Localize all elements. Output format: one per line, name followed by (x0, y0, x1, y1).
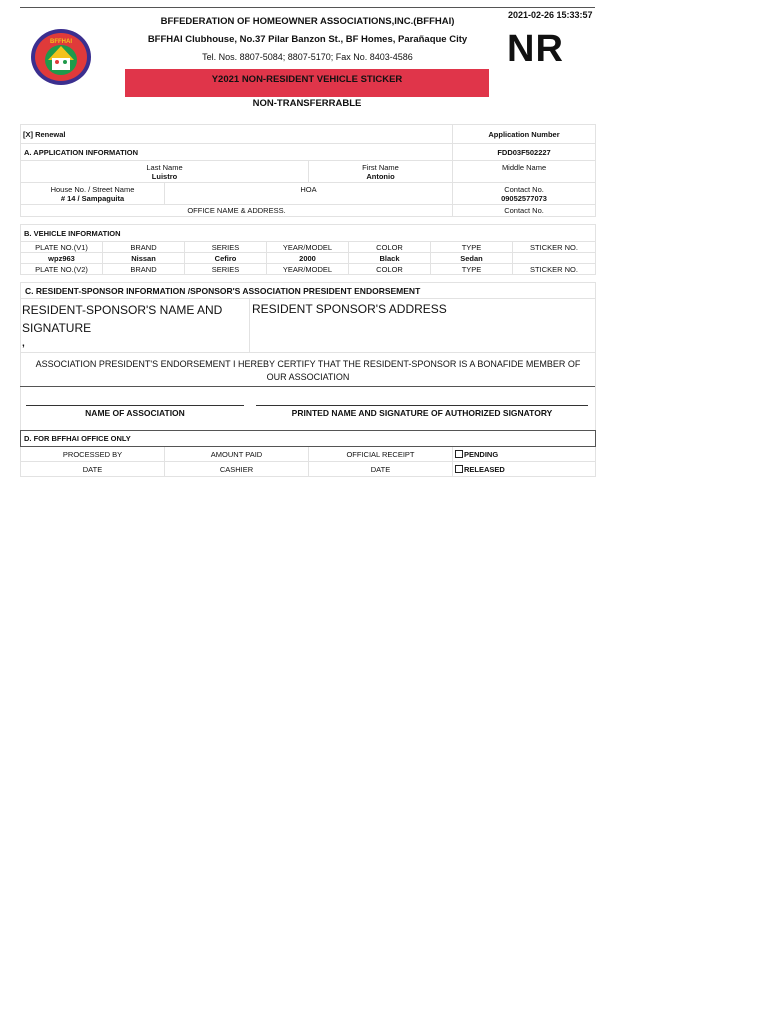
processed-by-label: PROCESSED BY (21, 447, 165, 462)
year-v1-value: 2000 (267, 253, 349, 264)
first-name-cell (309, 161, 453, 183)
house-label: House No. / Street Name (50, 184, 135, 194)
brand-v1-header: BRAND (103, 242, 185, 253)
application-number-label: Application Number (453, 125, 596, 144)
pending-label: PENDING (464, 449, 499, 459)
middle-name-label: Middle Name (501, 162, 547, 172)
office-use-table (20, 430, 596, 477)
sponsor-name-value: , (22, 338, 25, 349)
house-cell (21, 183, 165, 205)
office-contact-label: Contact No. (453, 205, 596, 217)
released-cell (453, 462, 596, 477)
section-c-title: C. RESIDENT-SPONSOR INFORMATION /SPONSOR'S ASSOCIATION PRESIDENT ENDORSEMENT (25, 286, 421, 296)
type-v2-header: TYPE (431, 264, 513, 275)
color-v1-header: COLOR (349, 242, 431, 253)
endorsement-text: ASSOCIATION PRESIDENT'S ENDORSEMENT I HEREBY CERTIFY THAT THE RESIDENT-SPONSOR IS A BONAFIDE MEMBER OF OUR ASSOCIATION (35, 359, 581, 382)
category-code: NR (507, 28, 564, 70)
plate-v1-value: wpz963 (21, 253, 103, 264)
organization-name: BFFEDERATION OF HOMEOWNER ASSOCIATIONS,INC.(BFFHAI) (160, 16, 455, 27)
sponsor-divider (249, 298, 250, 352)
brand-v2-header: BRAND (103, 264, 185, 275)
plate-v2-header: PLATE NO.(V2) (21, 264, 103, 275)
first-name-value: Antonio (366, 171, 395, 181)
color-v2-header: COLOR (349, 264, 431, 275)
plate-v1-header: PLATE NO.(V1) (21, 242, 103, 253)
renewal-flag: [X] Renewal (21, 125, 453, 144)
official-receipt-label: OFFICIAL RECEIPT (309, 447, 453, 462)
year-v1-header: YEAR/MODEL (267, 242, 349, 253)
sticker-v2-header: STICKER NO. (513, 264, 596, 275)
pending-cell (453, 447, 596, 462)
last-name-label: Last Name (146, 162, 183, 172)
sticker-v1-header: STICKER NO. (513, 242, 596, 253)
released-label: RELEASED (464, 464, 505, 474)
hoa-cell (165, 183, 453, 205)
assoc-signature-line (26, 405, 244, 406)
receipt-date-label: DATE (309, 462, 453, 477)
year-v2-header: YEAR/MODEL (267, 264, 349, 275)
pending-checkbox[interactable] (455, 450, 463, 458)
contact-cell (453, 183, 596, 205)
non-transferable-note: NON-TRANSFERRABLE (252, 98, 362, 109)
date-label: DATE (21, 462, 165, 477)
last-name-cell (21, 161, 309, 183)
bffhai-logo (30, 28, 92, 86)
vehicle-info-table (20, 224, 596, 275)
last-name-value: Luistro (151, 171, 178, 181)
sponsor-name-label: RESIDENT-SPONSOR'S NAME AND SIGNATURE (22, 303, 223, 335)
endorsement-rule (20, 386, 595, 387)
section-d-title: D. FOR BFFHAI OFFICE ONLY (21, 431, 596, 447)
contact-value: 09052577073 (501, 193, 547, 203)
table-row (21, 253, 596, 264)
organization-address: BFFHAI Clubhouse, No.37 Pilar Banzon St., BF Homes, Parañaque City (147, 34, 468, 45)
series-v2-header: SERIES (185, 264, 267, 275)
table-row (21, 242, 596, 253)
sticker-v1-value (513, 253, 596, 264)
type-v1-value: Sedan (431, 253, 513, 264)
signatory-signature-line (256, 405, 588, 406)
application-info-table (20, 124, 596, 217)
first-name-label: First Name (362, 162, 399, 172)
application-number: FDD03F502227 (453, 144, 596, 161)
table-row (21, 264, 596, 275)
sponsor-row-rule (20, 352, 595, 353)
office-label: OFFICE NAME & ADDRESS. (21, 205, 453, 217)
svg-text:BFFHAI: BFFHAI (50, 39, 72, 45)
section-a-title: A. APPLICATION INFORMATION (21, 144, 453, 161)
section-c-title-rule (20, 298, 595, 299)
cashier-label: CASHIER (165, 462, 309, 477)
signatory-label: PRINTED NAME AND SIGNATURE OF AUTHORIZED SIGNATORY (291, 408, 553, 418)
sponsor-address-label: RESIDENT SPONSOR'S ADDRESS (252, 302, 447, 316)
print-timestamp: 2021-02-26 15:33:57 (508, 10, 593, 20)
color-v1-value: Black (349, 253, 431, 264)
series-v1-header: SERIES (185, 242, 267, 253)
middle-name-cell (453, 161, 596, 183)
house-value: # 14 / Sampaguita (60, 193, 125, 203)
section-b-title: B. VEHICLE INFORMATION (21, 225, 596, 242)
released-checkbox[interactable] (455, 465, 463, 473)
organization-phone: Tel. Nos. 8807-5084; 8807-5170; Fax No. 8403-4586 (202, 52, 413, 62)
hoa-label: HOA (300, 184, 317, 194)
series-v1-value: Cefiro (185, 253, 267, 264)
sticker-banner: Y2021 NON-RESIDENT VEHICLE STICKER (125, 69, 489, 97)
contact-label: Contact No. (504, 184, 544, 194)
association-name-label: NAME OF ASSOCIATION (85, 408, 185, 418)
top-rule (20, 7, 595, 8)
type-v1-header: TYPE (431, 242, 513, 253)
brand-v1-value: Nissan (103, 253, 185, 264)
amount-paid-label: AMOUNT PAID (165, 447, 309, 462)
